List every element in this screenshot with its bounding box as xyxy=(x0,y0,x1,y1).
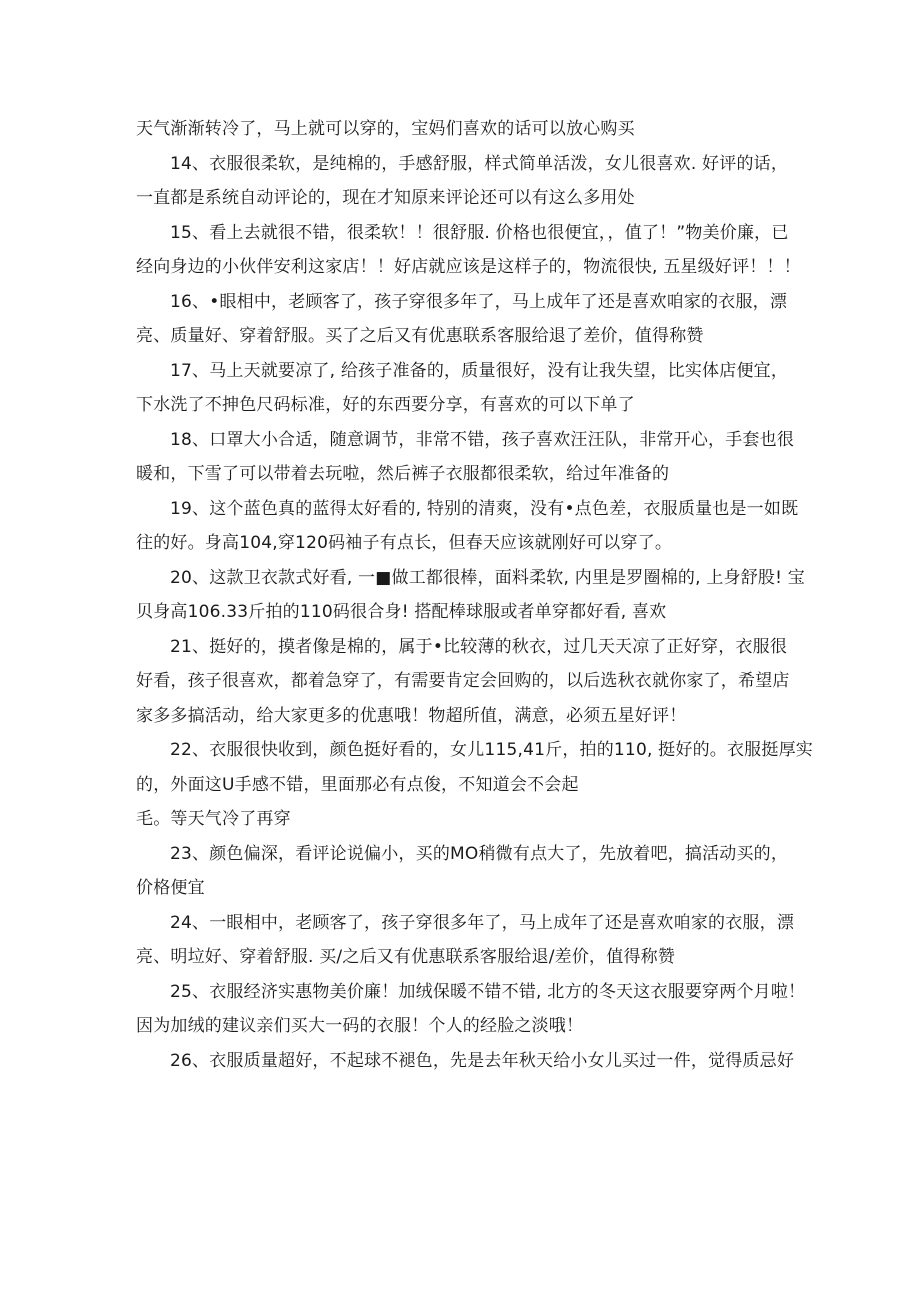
text-line: 24、一眼相中，老顾客了，孩子穿很多年了，马上成年了还是喜欢咱家的衣服，漂 xyxy=(170,912,795,933)
text-line: 经向身边的小伙伴安利这家店！！好店就应该是这样子的，物流很快, 五星级好评！！！ xyxy=(136,257,801,277)
text-line: 毛。等天气冷了再穿 xyxy=(136,809,291,829)
text-line: 的，外面这U手感不错，里面那必有点俊，不知道会不会起 xyxy=(136,774,579,795)
review-text-body xyxy=(136,118,813,1084)
text-line: 贝身高106.33斤拍的110码很合身! 搭配棒球服或者单穿都好看, 喜欢 xyxy=(136,602,667,622)
text-line: 23、颜色偏深，看评论说偏小，买的MO稍微有点大了，先放着吧，搞活动买的， xyxy=(170,843,789,864)
text-line: 亮、质量好、穿着舒服。买了之后又有优惠联系客服给退了差价，值得称赞 xyxy=(136,326,704,346)
text-line: 家多多搞活动，给大家更多的优惠哦！物超所值，满意，必须五星好评！ xyxy=(136,705,687,726)
text-line: 20、这款卫衣款式好看, 一■做工都很棒，面料柔软, 内里是罗圈棉的, 上身舒股! 宝 xyxy=(170,567,805,588)
text-line: 19、这个蓝色真的蓝得太好看的, 特别的清爽，没有•点色差，衣服质量也是一如既 xyxy=(170,498,799,519)
text-line: 22、衣服很快收到，颜色挺好看的，女儿115,41斤，拍的110, 挺好的。衣服挺厚实 xyxy=(170,740,813,760)
text-line: 26、衣服质量超好，不起球不褪色，先是去年秋天给小女儿买过一件，觉得质忌好 xyxy=(170,1050,795,1071)
text-line: 15、看上去就很不错，很柔软！！很舒服. 价格也很便宜，，值了！”物美价廉，已 xyxy=(170,222,789,243)
text-line: 亮、明垃好、穿着舒服. 买/之后又有优惠联系客服给退/差价，值得称赞 xyxy=(136,947,676,967)
text-line: 天气渐渐转冷了，马上就可以穿的，宝妈们喜欢的话可以放心购买 xyxy=(136,119,635,139)
text-line: 下水洗了不抻色尺码标准，好的东西要分享，有喜欢的可以下单了 xyxy=(136,395,635,415)
text-line: 往的好。身高104,穿120码袖子有点长，但春天应该就刚好可以穿了。 xyxy=(136,533,673,553)
text-line: 价格便宜 xyxy=(136,878,205,898)
text-line: 暖和，下雪了可以带着去玩啦，然后裤子衣服都很柔软，给过年准备的 xyxy=(136,464,670,484)
text-line: 18、口罩大小合适，随意调节，非常不错，孩子喜欢汪汪队，非常开心，手套也很 xyxy=(170,429,795,450)
text-line: 17、马上天就要凉了, 给孩子准备的，质量很好，没有让我失望，比实体店便宜， xyxy=(170,360,789,381)
text-line: 25、衣服经济实惠物美价廉！加绒保暖不错不错, 北方的冬天这衣服要穿两个月啦！ xyxy=(170,981,806,1002)
text-line: 16、•眼相中，老顾客了，孩子穿很多年了，马上成年了还是喜欢咱家的衣服，漂 xyxy=(170,291,788,312)
text-line: 因为加绒的建议亲们买大一码的衣服！个人的经脸之淡哦！ xyxy=(136,1016,584,1036)
text-line: 14、衣服很柔软，是纯棉的，手感舒服，样式简单活泼，女儿很喜欢. 好评的话， xyxy=(170,153,789,174)
text-line: 一直都是系统自动评论的，现在才知原来评论还可以有这么多用处 xyxy=(136,188,635,208)
text-line: 21、挺好的，摸者像是棉的，属于•比较薄的秋衣，过几天天凉了正好穿，衣服很 xyxy=(170,636,788,657)
text-line: 好看，孩子很喜欢，都着急穿了，有需要肯定会回购的，以后选秋衣就你家了，希望店 xyxy=(136,671,790,691)
